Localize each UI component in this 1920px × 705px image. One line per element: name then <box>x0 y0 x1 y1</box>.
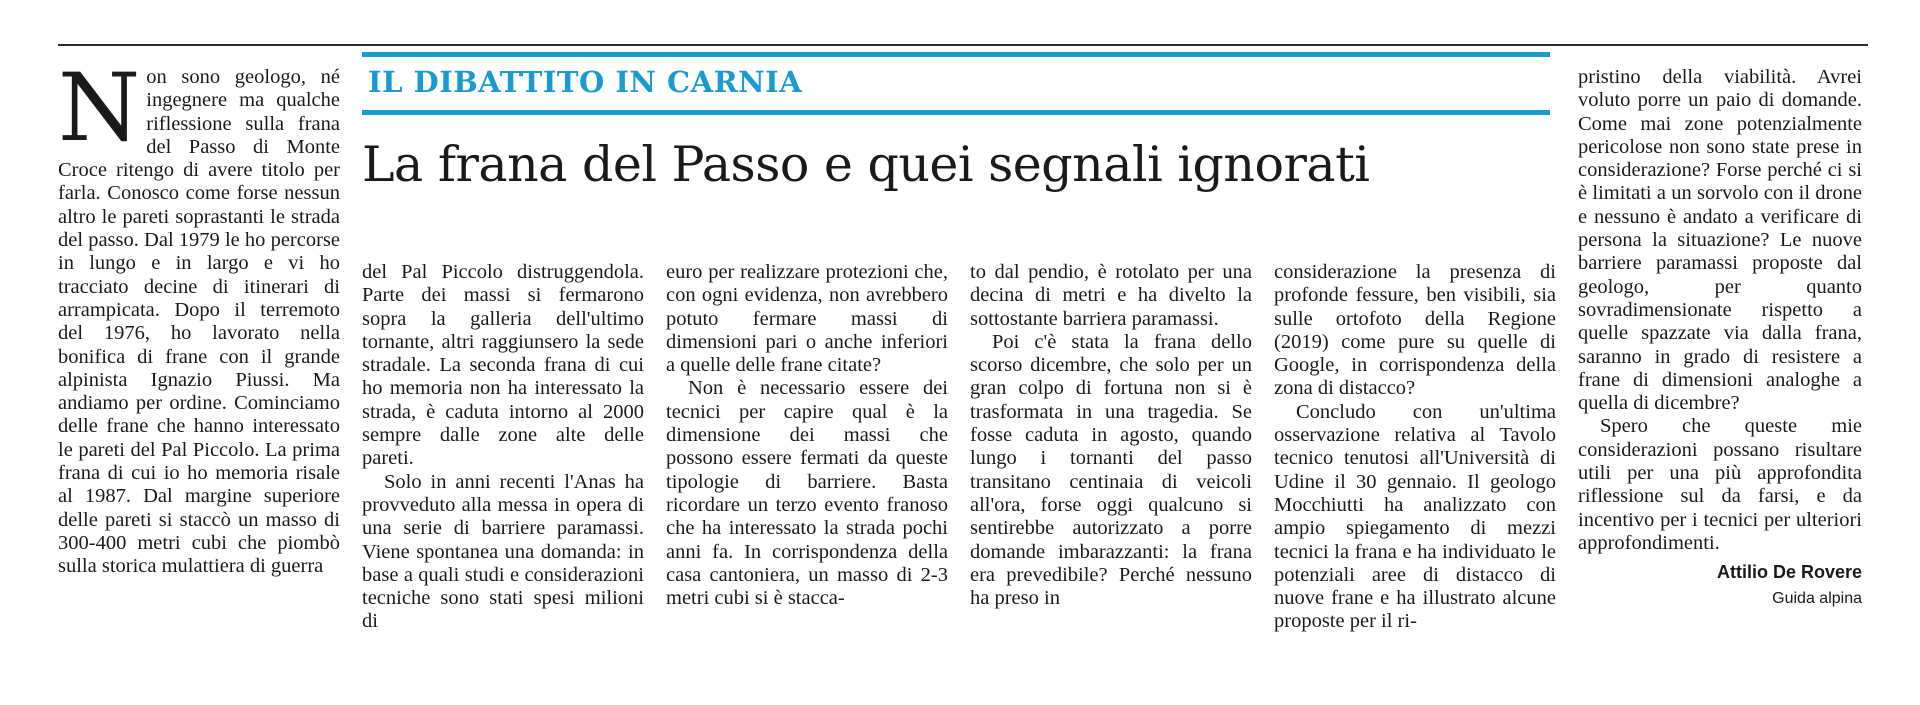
paragraph: Non è necessario essere dei tecnici per capire qual è la dimensione dei massi che possono essere fermati da queste tipologie di barriere. Basta ricordare un terzo evento franoso che ha interessato la strada pochi anni fa. In corrispondenza della casa cantoniera, un masso di 2-3 metri cubi si è stacca- <box>666 377 948 610</box>
author-role: Guida alpina <box>1772 589 1862 607</box>
paragraph: Concludo con un'ultima osservazione relativa al Tavolo tecnico tenutosi all'Università di Udine il 30 gennaio. Il geologo Mocchiutti ha analizzato con ampio spiegamento di mezzi tecnici la frana e ha individuato le potenziali aree di distacco di nuove frane e ha illustrato alcune proposte per il ri- <box>1274 400 1556 633</box>
section-label: IL DIBATTITO IN CARNIA <box>368 65 803 99</box>
paragraph: Poi c'è stata la frana dello scorso dicembre, che solo per un gran colpo di fortuna non si è trasformata in una tragedia. Se fosse caduta in agosto, quando lungo i tornanti del passo transitano centinaia di veicoli all'ora, forse oggi qualcuno si sentirebbe autorizzato a porre domande imbarazzanti: la frana era prevedibile? Perché nessuno ha preso in <box>970 330 1252 610</box>
paragraph <box>58 54 340 579</box>
paragraph: Spero che queste mie considerazioni possano risultare utili per una più approfondita riflessione sul da farsi, e da incentivo per i tecnici per ulteriori approfondimenti. <box>1578 415 1862 554</box>
column-1 <box>58 54 340 579</box>
headline: La frana del Passo e quei segnali ignorati <box>362 136 1370 193</box>
kicker-bottom-bar <box>362 110 1550 115</box>
top-rule <box>58 44 1868 46</box>
paragraph: euro per realizzare protezioni che, con ogni evidenza, non avrebbero potuto fermare massi di dimensioni pari o anche inferiori a quelle delle frane citate? <box>666 261 948 377</box>
column-6 <box>1578 66 1862 610</box>
paragraph: del Pal Piccolo distruggendola. Parte dei massi si fermarono sopra la galleria dell'ultimo tornante, altri raggiunsero la sede stradale. La seconda frana di cui ho memoria non ha interessato la strada, è caduta intorno al 2000 sempre dalle zone alte delle pareti. <box>362 261 644 470</box>
column-2 <box>362 261 644 634</box>
paragraph: Solo in anni recenti l'Anas ha provveduto alla messa in opera di una serie di barriere paramassi. Viene spontanea una domanda: in base a quali studi e considerazioni tecniche sono stati spesi milioni di <box>362 470 644 633</box>
column-4 <box>970 261 1252 610</box>
paragraph: pristino della viabilità. Avrei voluto porre un paio di domande. Come mai zone potenzialmente pericolose non sono state prese in considerazione? Forse perché ci si è limitati a un sorvolo con il drone e nessuno è andato a verificare di persona la situazione? Le nuove barriere paramassi proposte dal geologo, per quanto sovradimensionate rispetto a quelle spazzate via dalla frana, saranno in grado di resistere a frane di dimensioni analoghe a quella di dicembre? <box>1578 66 1862 415</box>
column-5 <box>1274 261 1556 634</box>
section-kicker-band <box>362 52 1550 118</box>
drop-cap: N <box>58 54 141 163</box>
column-3 <box>666 261 948 610</box>
paragraph: considerazione la presenza di profonde fessure, ben visibili, sia sulle ortofoto della Regione (2019) come pure su quelle di Google, in corrispondenza della zona di distacco? <box>1274 261 1556 400</box>
paragraph: to dal pendio, è rotolato per una decina di metri e ha divelto la sottostante barriera paramassi. <box>970 261 1252 330</box>
author-name: Attilio De Rovere <box>1716 562 1862 583</box>
paragraph-text: on sono geologo, né ingegnere ma qualche riflessione sulla frana del Passo di Monte Croce ritengo di avere titolo per farla. Conosco come forse nessun altro le pareti soprastanti le strada del passo. Dal 1979 le ho percorse in lungo e in largo e vi ho tracciato decine di itinerari di arrampicata. Dopo il terremoto del 1976, ho lavorato nella bonifica di frane con il grande alpinista Ignazio Piussi. Ma andiamo per ordine. Cominciamo delle frane che hanno interessato le pareti del Pal Piccolo. La prima frana di cui io ho memoria risale al 1987. Dal margine superiore delle pareti si staccò un masso di 300-400 metri cubi che piombò sulla storica mulattiera di guerra <box>58 66 340 578</box>
kicker-top-bar <box>362 52 1550 57</box>
